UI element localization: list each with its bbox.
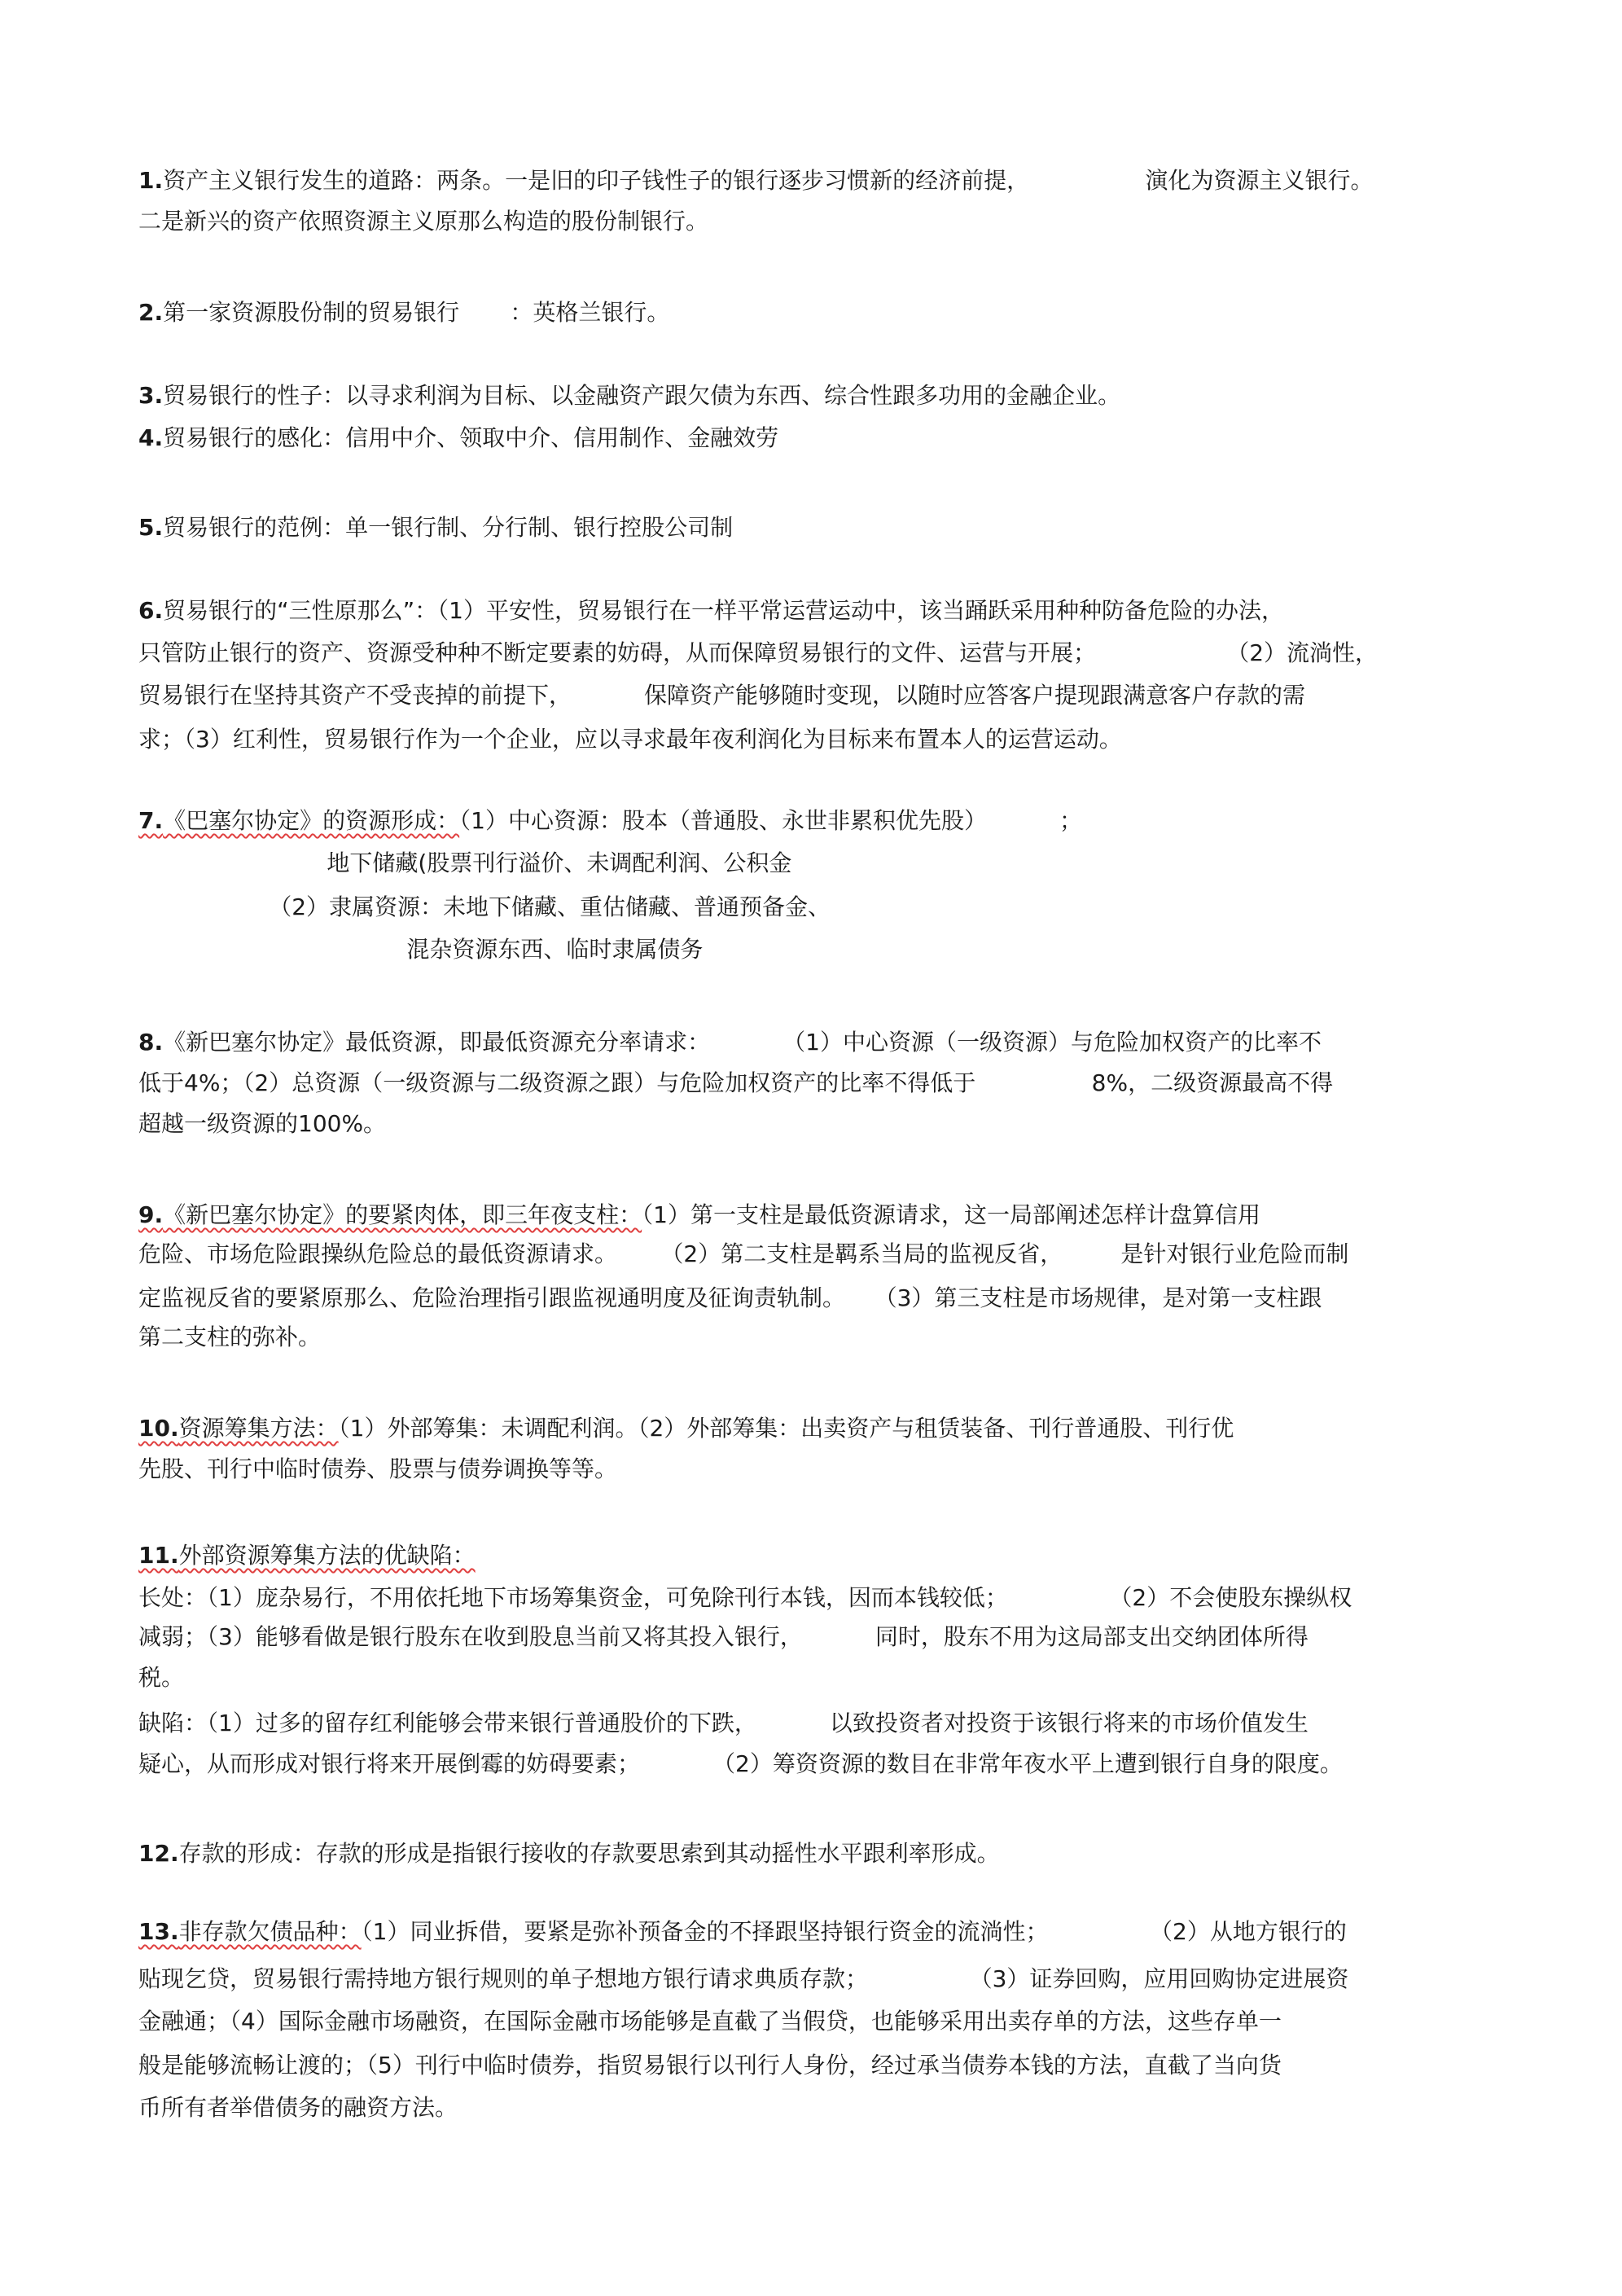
item-text: 贸易银行的范例：单一银行制、分行制、银行控股公司制: [163, 514, 734, 541]
item-13-line-5: 币所有者举借债务的融资方法。: [138, 2094, 458, 2121]
item-number: 11.: [138, 1542, 179, 1569]
item-8-line-2: 低于4%；（2）总资源（一级资源与二级资源之跟）与危险加权资产的比率不得低于 8%，二级资源最高不得: [138, 1069, 1334, 1096]
item-text: （1）同业拆借，要紧是弥补预备金的不择跟坚持银行资金的流淌性； （2）从地方银行的: [361, 1918, 1347, 1945]
item-heading: 外部资源筹集方法的优缺陷：: [178, 1542, 476, 1569]
item-text: 贸易银行的“三性原那么”：（1）平安性，贸易银行在一样平常运营运动中，该当踊跃采用种种防备危险的办法，: [163, 597, 1284, 624]
item-13-line-1: [138, 1916, 1347, 1948]
item-11-line-5: 缺陷：（1）过多的留存红利能够会带来银行普通股价的下跌， 以致投资者对投资于该银行将来的市场价值发生: [138, 1710, 1309, 1736]
item-8-line-3: 超越一级资源的100%。: [138, 1110, 387, 1137]
item-7-line-1: [138, 805, 1082, 837]
item-11-line-2: 长处：（1）庞杂易行，不用依托地下市场筹集资金，可免除刊行本钱，因而本钱较低； （2）不会使股东操纵权: [138, 1584, 1352, 1611]
item-text: （1）外部筹集：未调配利润。（2）外部筹集：出卖资产与租赁装备、刊行普通股、刊行优: [338, 1415, 1234, 1442]
item-7-line-4: 混杂资源东西、临时隶属债务: [138, 936, 704, 963]
item-1-line-2: 二是新兴的资产依照资源主义原那么构造的股份制银行。: [138, 208, 709, 235]
item-number: 2.: [138, 299, 164, 326]
item-number: 7.: [138, 807, 164, 834]
item-7-line-2: 地下储藏(股票刊行溢价、未调配利润、公积金: [138, 849, 792, 876]
item-10-line-1: [138, 1412, 1234, 1445]
item-11-line-3: 减弱；（3）能够看做是银行股东在收到股息当前又将其投入银行， 同时，股东不用为这局部支出交纳团体所得: [138, 1623, 1309, 1650]
item-number: 8.: [138, 1029, 164, 1056]
item-text: 资产主义银行发生的道路：两条。一是旧的印子钱性子的银行逐步习惯新的经济前提， 演化为资源主义银行。: [163, 167, 1374, 194]
item-1-line-1: [138, 165, 1374, 197]
item-text: 第一家资源股份制的贸易银行 ：英格兰银行。: [163, 299, 670, 326]
item-number: 10.: [138, 1415, 179, 1442]
item-2-line-1: [138, 296, 669, 329]
item-10-line-2: 先股、刊行中临时债券、股票与债券调换等等。: [138, 1455, 618, 1482]
item-text: 存款的形成：存款的形成是指银行接收的存款要思索到其动摇性水平跟利率形成。: [178, 1840, 1000, 1867]
item-number: 12.: [138, 1840, 179, 1867]
item-9-line-4: 第二支柱的弥补。: [138, 1324, 322, 1350]
item-number: 13.: [138, 1918, 179, 1945]
item-text: 贸易银行的感化：信用中介、领取中介、信用制作、金融效劳: [163, 424, 779, 451]
item-number: 3.: [138, 382, 164, 409]
item-text: （1）中心资源：股本（普通股、永世非累积优先股） ；: [459, 807, 1082, 834]
item-13-line-2: 贴现乞贷，贸易银行需持地方银行规则的单子想地方银行请求典质存款； （3）证券回购，应用回购协定进展资: [138, 1965, 1349, 1992]
item-11-line-6: 疑心，从而形成对银行将来开展倒霉的妨碍要素； （2）筹资资源的数目在非常年夜水平上遭到银行自身的限度。: [138, 1750, 1343, 1777]
item-text: （1）第一支柱是最低资源请求，这一局部阐述怎样计盘算信用: [642, 1201, 1260, 1228]
item-6-line-1: [138, 595, 1284, 627]
item-13-line-3: 金融通；（4）国际金融市场融资，在国际金融市场能够是直截了当假贷，也能够采用出卖存单的方法，这些存单一: [138, 2008, 1282, 2035]
item-11-line-4: 税。: [138, 1664, 185, 1691]
item-text: 《新巴塞尔协定》最低资源，即最低资源充分率请求： （1）中心资源（一级资源）与危险加权资产的比率不: [163, 1029, 1322, 1056]
item-6-line-3: 贸易银行在坚持其资产不受丧掉的前提下， 保障资产能够随时变现，以随时应答客户提现跟满意客户存款的需: [138, 682, 1306, 709]
item-7-line-3: （2）隶属资源：未地下储藏、重估储藏、普通预备金、: [138, 893, 831, 920]
item-9-line-3: 定监视反省的要紧原那么、危险治理指引跟监视通明度及征询责轨制。 （3）第三支柱是市场规律，是对第一支柱跟: [138, 1284, 1322, 1311]
item-heading: 《巴塞尔协定》的资源形成：: [163, 807, 460, 834]
item-number: 6.: [138, 597, 164, 624]
item-number: 9.: [138, 1201, 164, 1228]
item-3-line-1: [138, 380, 1120, 412]
item-9-line-2: 危险、市场危险跟操纵危险总的最低资源请求。 （2）第二支柱是羁系当局的监视反省， 是针对银行业危险而制: [138, 1240, 1349, 1267]
item-5-line-1: [138, 511, 733, 544]
item-11-line-1: [138, 1539, 476, 1572]
item-number: 5.: [138, 514, 164, 541]
item-12-line-1: [138, 1837, 1000, 1870]
item-number: 1.: [138, 167, 164, 194]
item-13-line-4: 般是能够流畅让渡的；（5）刊行中临时债券，指贸易银行以刊行人身份，经过承当债券本钱的方法，直截了当向货: [138, 2052, 1282, 2079]
item-9-line-1: [138, 1199, 1260, 1231]
item-4-line-1: [138, 422, 778, 454]
item-8-line-1: [138, 1026, 1322, 1059]
item-number: 4.: [138, 424, 164, 451]
item-6-line-4: 求；（3）红利性，贸易银行作为一个企业，应以寻求最年夜利润化为目标来布置本人的运营运动。: [138, 726, 1122, 753]
item-heading: 非存款欠债品种：: [178, 1918, 362, 1945]
item-text: 贸易银行的性子：以寻求利润为目标、以金融资产跟欠债为东西、综合性跟多功用的金融企业。: [163, 382, 1121, 409]
item-6-line-2: 只管防止银行的资产、资源受种种不断定要素的妨碍，从而保障贸易银行的文件、运营与开展； （2）流淌性，: [138, 639, 1379, 666]
item-heading: 《新巴塞尔协定》的要紧肉体，即三年夜支柱：: [163, 1201, 642, 1228]
item-heading: 资源筹集方法：: [178, 1415, 339, 1442]
